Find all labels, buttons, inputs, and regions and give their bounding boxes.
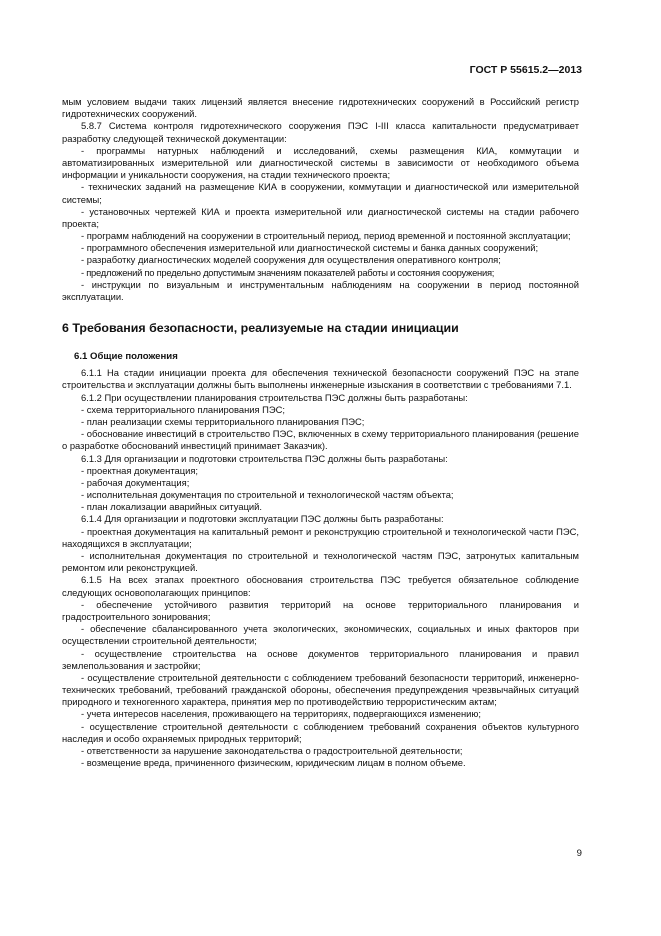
list-item: - обеспечение устойчивого развития территорий на основе территориального планирования и градостроительного зонирования; [62,598,579,622]
list-item: - осуществление строительной деятельности с соблюдением требований сохранения объектов культурного наследия и особо охраняемых природных территорий; [62,720,579,744]
list-item: - осуществление строительства на основе документов территориального планирования и правил землепользования и застройки; [62,647,579,671]
clause-6-1-1: 6.1.1 На стадии инициации проекта для обеспечения технической безопасности сооружений ПЭС на этапе строительства и эксплуатации должны быть выполнены инженерные изыскания в соответствии с требованиями 7.1. [62,367,579,391]
list-item: - технических заданий на размещение КИА в сооружении, коммутации и диагностической или измерительной системы; [62,181,579,205]
list-item: - возмещение вреда, причиненного физическим, юридическим лицам в полном объеме. [81,757,466,769]
subsection-6-1-title: 6.1 Общие положения [74,351,178,363]
list-item: - установочных чертежей КИА и проекта измерительной или диагностической системы на стадии рабочего проекта; [62,205,579,229]
list-item: - рабочая документация; [81,476,190,488]
list-item: - разработку диагностических моделей сооружения для осуществления оперативного контроля; [81,254,501,266]
list-item: - план локализации аварийных ситуаций. [81,501,263,513]
list-item: - осуществление строительной деятельности с соблюдением требований безопасности территорий, инженерно-технических требований, требований гражданской обороны, обеспечения предупреждения чрезвычайных ситуаций природного и техногенного характера, принятия мер по противодействию террористическим актам; [62,671,579,708]
paragraph-continuation: мым условием выдачи таких лицензий является внесение гидротехнических сооружений в Российский регистр гидротехнических сооружений. [62,96,579,120]
list-item: - учета интересов населения, проживающего на территориях, подвергающихся изменению; [81,708,482,720]
page-header-code: ГОСТ Р 55615.2—2013 [469,64,582,76]
list-item: - исполнительная документация по строительной и технологической частям ПЭС, затронутых капитальным ремонтом или реконструкцией. [62,550,579,574]
clause-6-1-4: 6.1.4 Для организации и подготовки эксплуатации ПЭС должны быть разработаны: [81,513,444,525]
page-number: 9 [576,848,582,859]
list-item: - план реализации схемы территориального планирования ПЭС; [81,415,365,427]
clause-6-1-3: 6.1.3 Для организации и подготовки строительства ПЭС должны быть разработаны: [81,452,448,464]
list-item: - программы натурных наблюдений и исследований, схемы размещения КИА, коммутации и автоматизированных измерительной или диагностической системы в зависимости от необходимого объема информации и уникальности сооружения, на стадии технического проекта; [62,144,579,181]
section-6-title: 6 Требования безопасности, реализуемые на стадии инициации [62,321,459,336]
list-item: - обеспечение сбалансированного учета экологических, экономических, социальных и иных факторов при осуществлении строительной деятельности; [62,623,579,647]
list-item: - программного обеспечения измерительной или диагностической системы и банка данных сооружений; [81,242,539,254]
list-item: - программ наблюдений на сооружении в строительный период, период временной и постоянной эксплуатации; [81,230,571,242]
list-item: - проектная документация; [81,464,199,476]
list-item: - схема территориального планирования ПЭС; [81,403,286,415]
list-item: - исполнительная документация по строительной и технологической частям объекта; [81,489,454,501]
clause-5-8-7: 5.8.7 Система контроля гидротехнического сооружения ПЭС I-III класса капитальности предусматривает разработку следующей технической документации: [62,120,579,144]
list-item: - проектная документация на капитальный ремонт и реконструкцию строительной и технологической части ПЭС, находящихся в эксплуатации; [62,525,579,549]
list-item: - обоснование инвестиций в строительство ПЭС, включенных в схему территориального планирования (решение о разработке обоснований инвестиций принимает Заказчик). [62,428,579,452]
list-item: - инструкции по визуальным и инструментальным наблюдениям на сооружении в период постоянной эксплуатации. [62,278,579,302]
document-body [62,96,579,769]
clause-6-1-5: 6.1.5 На всех этапах проектного обоснования строительства ПЭС требуется обязательное соблюдение следующих основополагающих принципов: [62,574,579,598]
list-item: - предложений по предельно допустимым значениям показателей работы и состояния сооружения; [81,266,495,278]
clause-6-1-2: 6.1.2 При осуществлении планирования строительства ПЭС должны быть разработаны: [81,391,468,403]
list-item: - ответственности за нарушение законодательства о градостроительной деятельности; [81,745,463,756]
